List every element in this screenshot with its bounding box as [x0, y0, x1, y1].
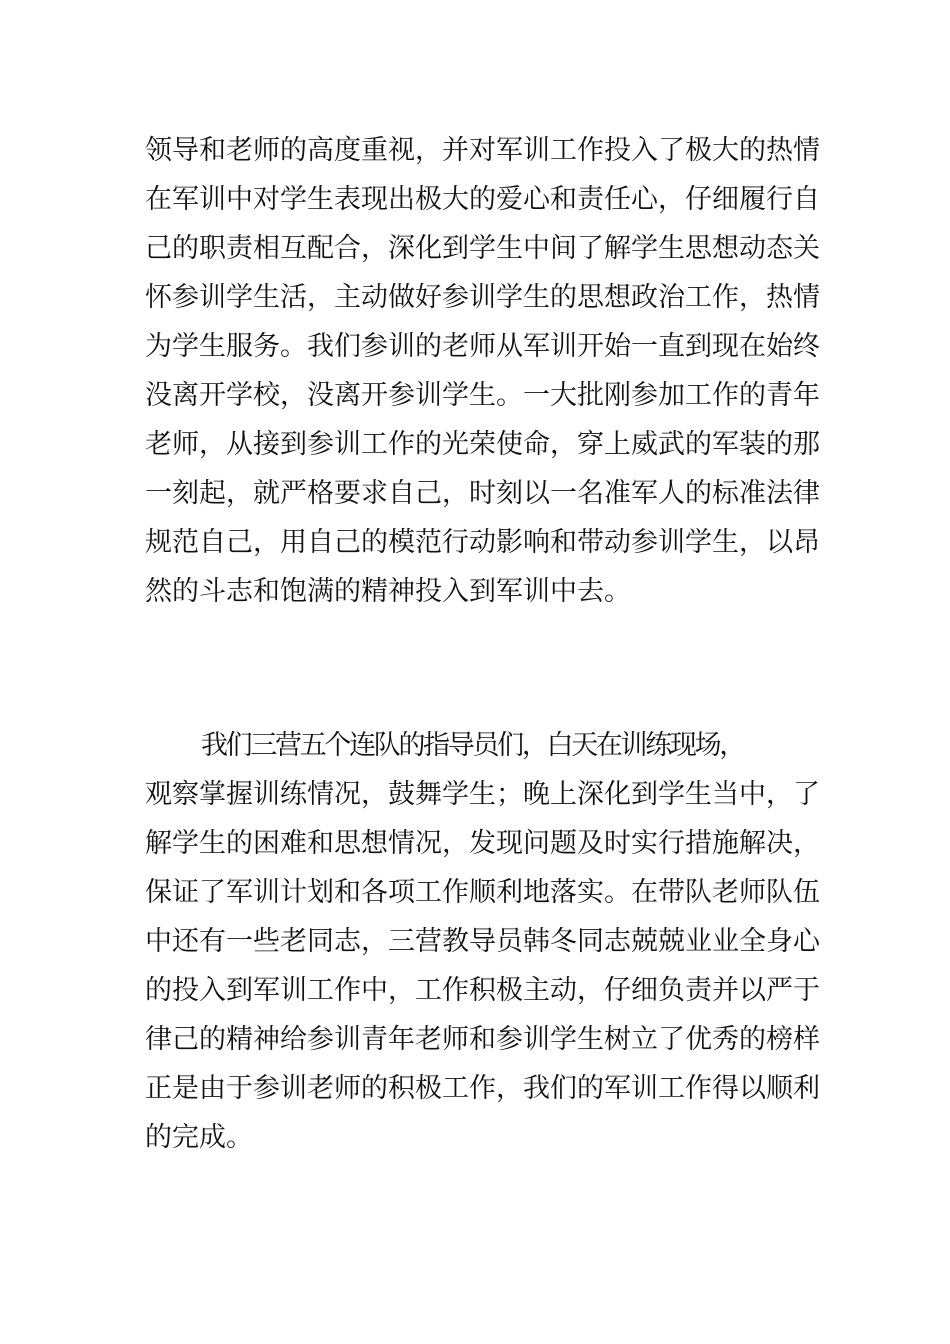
paragraph-1-line-2: 在军训中对学生表现出极大的爱心和责任心，仔细履行自: [145, 184, 820, 215]
paragraph-2-line-8: 正是由于参训老师的积极工作，我们的军训工作得以顺利: [145, 1073, 820, 1104]
paragraph-1-line-7: 老师，从接到参训工作的光荣使命，穿上威武的军装的那: [145, 429, 820, 460]
paragraph-2-line-3: 解学生的困难和思想情况，发现问题及时实行措施解决，: [145, 828, 820, 859]
paragraph-1-line-4: 怀参训学生活，主动做好参训学生的思想政治工作，热情: [145, 282, 820, 313]
paragraph-2-line-9: 的完成。: [145, 1122, 253, 1153]
paragraph-2-line-5: 中还有一些老同志，三营教导员韩冬同志兢兢业业全身心: [145, 926, 820, 957]
paragraph-1-line-6: 没离开学校，没离开参训学生。一大批刚参加工作的青年: [145, 380, 820, 411]
paragraph-2-line-4: 保证了军训计划和各项工作顺利地落实。在带队老师队伍: [145, 877, 820, 908]
paragraph-1-line-1: 领导和老师的高度重视，并对军训工作投入了极大的热情: [145, 135, 820, 166]
paragraph-1-line-10: 然的斗志和饱满的精神投入到军训中去。: [145, 576, 631, 607]
paragraph-1-line-5: 为学生服务。我们参训的老师从军训开始一直到现在始终: [145, 331, 820, 362]
paragraph-1-line-3: 己的职责相互配合，深化到学生中间了解学生思想动态关: [145, 233, 820, 264]
paragraph-1-line-8: 一刻起，就严格要求自己，时刻以一名准军人的标准法律: [145, 478, 820, 509]
paragraph-1-line-9: 规范自己，用自己的模范行动影响和带动参训学生，以昂: [145, 527, 820, 558]
paragraph-2-line-2: 观察掌握训练情况，鼓舞学生；晚上深化到学生当中，了: [145, 779, 820, 810]
paragraph-2-line-1: 我们三营五个连队的指导员们，白天在训练现场，: [201, 730, 744, 761]
paragraph-2-line-6: 的投入到军训工作中，工作积极主动，仔细负责并以严于: [145, 975, 820, 1006]
paragraph-2-line-7: 律己的精神给参训青年老师和参训学生树立了优秀的榜样: [145, 1024, 820, 1055]
